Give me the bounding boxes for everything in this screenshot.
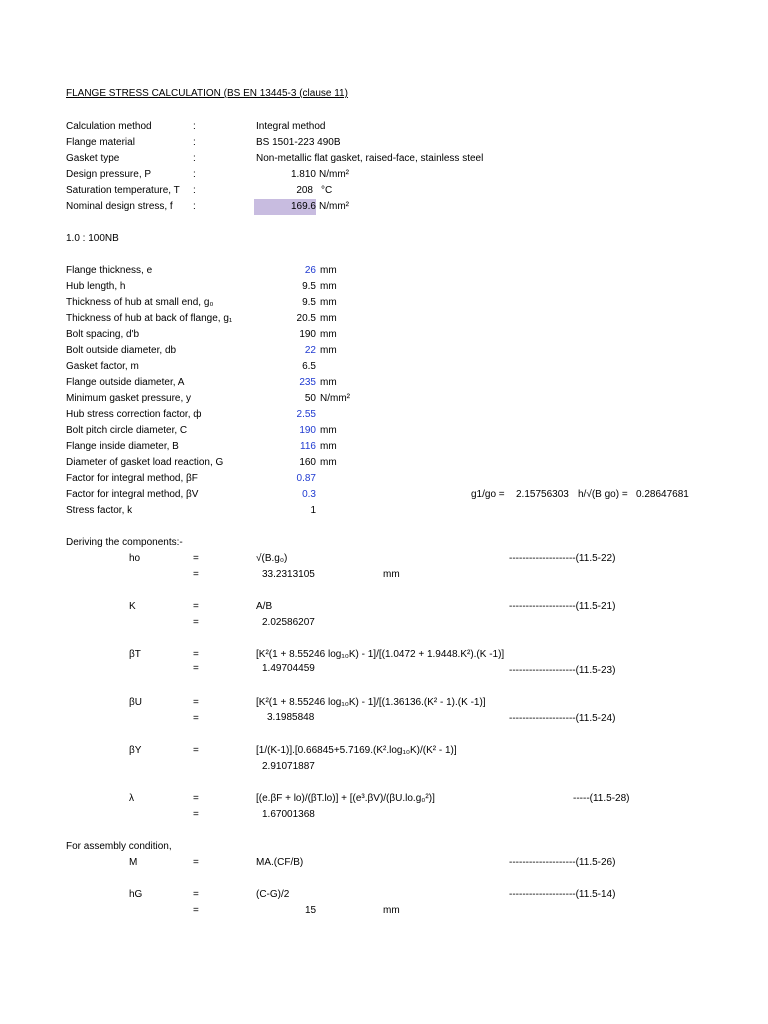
- formula-reference: --------------------(11.5-24): [509, 713, 616, 724]
- param-value: 0.87: [296, 473, 316, 484]
- param-label: Stress factor, k: [66, 505, 133, 516]
- hdr-value-gasket: Non-metallic flat gasket, raised-face, stainless steel: [256, 153, 484, 164]
- hdr-sep: :: [193, 121, 196, 132]
- param-unit: mm: [320, 441, 337, 452]
- hdr-sep: :: [193, 185, 196, 196]
- equals-sign: =: [193, 889, 199, 900]
- equals-sign: =: [193, 553, 199, 564]
- hdr-label-temperature: Saturation temperature, T: [66, 185, 180, 196]
- param-label: Hub stress correction factor, ф: [66, 409, 202, 420]
- formula-symbol: βT: [129, 649, 141, 660]
- param-value: 2.55: [296, 409, 316, 420]
- hdr-value-pressure: 1.810: [290, 169, 316, 180]
- param-value: 9.5: [302, 297, 316, 308]
- param-value: 190: [299, 425, 316, 436]
- ratio-g1go-label: g1/go =: [471, 489, 505, 500]
- param-unit: mm: [320, 377, 337, 388]
- param-label: Bolt pitch circle diameter, C: [66, 425, 188, 436]
- formula-result: 2.02586207: [262, 617, 315, 628]
- param-label: Bolt outside diameter, db: [66, 345, 177, 356]
- param-value: 190: [299, 329, 316, 340]
- formula-expression: [(e.βF + lo)/(βT.lo)] + [(e³.βV)/(βU.lo.g₀²)]: [256, 793, 435, 804]
- param-label: Flange inside diameter, B: [66, 441, 179, 452]
- hdr-sep: :: [193, 201, 196, 212]
- param-label: Factor for integral method, βF: [66, 473, 198, 484]
- formula-symbol: λ: [129, 793, 134, 804]
- formula-reference: --------------------(11.5-23): [509, 665, 616, 676]
- ratio-hbgo-value: 0.28647681: [636, 489, 689, 500]
- formula-expression: [1/(K-1)].[0.66845+5.7169.(K².log₁₀K)/(K² - 1)]: [256, 745, 457, 756]
- hdr-label-pressure: Design pressure, P: [66, 169, 152, 180]
- equals-sign: =: [193, 601, 199, 612]
- param-unit: mm: [320, 281, 337, 292]
- formula-result: 15: [305, 905, 317, 916]
- param-value: 50: [304, 393, 316, 404]
- formula-symbol: K: [129, 601, 136, 612]
- param-value: 1: [310, 505, 316, 516]
- ratio-hbgo-label: h/√(B go) =: [578, 489, 628, 500]
- formula-expression: MA.(CF/B): [256, 857, 304, 868]
- formula-symbol: βY: [129, 745, 142, 756]
- equals-sign: =: [193, 697, 199, 708]
- param-value: 6.5: [302, 361, 316, 372]
- formula-result: 2.91071887: [262, 761, 315, 772]
- equals-sign: =: [193, 905, 199, 916]
- assembly-label: For assembly condition,: [66, 841, 172, 852]
- hdr-sep: :: [193, 137, 196, 148]
- formula-result: 33.2313105: [262, 569, 315, 580]
- hdr-label-stress: Nominal design stress, f: [66, 201, 173, 212]
- formula-symbol: βU: [129, 697, 142, 708]
- param-value: 0.3: [302, 489, 316, 500]
- equals-sign: =: [193, 617, 199, 628]
- param-value: 116: [300, 441, 316, 452]
- hdr-unit-stress: N/mm²: [319, 201, 349, 212]
- hdr-value-method: Integral method: [256, 121, 326, 132]
- equals-sign: =: [193, 793, 199, 804]
- deriving-label: Deriving the components:-: [66, 537, 183, 548]
- param-label: Bolt spacing, d'b: [66, 329, 140, 340]
- param-value: 26: [304, 265, 316, 276]
- formula-expression: (C-G)/2: [256, 889, 290, 900]
- param-label: Diameter of gasket load reaction, G: [66, 457, 224, 468]
- param-value: 235: [299, 377, 316, 388]
- equals-sign: =: [193, 857, 199, 868]
- equals-sign: =: [193, 745, 199, 756]
- formula-unit: mm: [383, 905, 400, 916]
- param-unit: mm: [320, 345, 337, 356]
- hdr-label-material: Flange material: [66, 137, 135, 148]
- param-label: Factor for integral method, βV: [66, 489, 199, 500]
- param-label: Thickness of hub at small end, g₀: [66, 297, 214, 308]
- formula-reference: --------------------(11.5-14): [509, 889, 616, 900]
- ratio-g1go-value: 2.15756303: [516, 489, 569, 500]
- formula-result: 3.1985848: [267, 712, 315, 723]
- hdr-label-gasket: Gasket type: [66, 153, 120, 164]
- formula-reference: --------------------(11.5-22): [509, 553, 616, 564]
- equals-sign: =: [193, 569, 199, 580]
- equals-sign: =: [193, 663, 199, 674]
- hdr-sep: :: [193, 169, 196, 180]
- param-unit: mm: [320, 313, 337, 324]
- equals-sign: =: [193, 713, 199, 724]
- param-unit: mm: [320, 425, 337, 436]
- formula-expression: [K²(1 + 8.55246 log₁₀K) - 1]/[(1.0472 + 1.9448.K²).(K -1)]: [256, 649, 505, 660]
- hdr-unit-temperature: °C: [321, 185, 333, 196]
- hdr-value-stress: 169.6: [254, 199, 316, 215]
- param-label: Flange thickness, e: [66, 265, 153, 276]
- formula-symbol: ho: [129, 553, 141, 564]
- formula-result: 1.49704459: [262, 663, 315, 674]
- formula-symbol: M: [129, 857, 138, 868]
- param-unit: mm: [320, 329, 337, 340]
- param-label: Thickness of hub at back of flange, g₁: [66, 313, 233, 324]
- param-value: 22: [304, 345, 316, 356]
- param-label: Flange outside diameter, A: [66, 377, 185, 388]
- equals-sign: =: [193, 649, 199, 660]
- param-label: Minimum gasket pressure, y: [66, 393, 192, 404]
- page-title: FLANGE STRESS CALCULATION (BS EN 13445-3 (clause 11): [66, 88, 348, 99]
- param-unit: N/mm²: [320, 393, 350, 404]
- formula-result: 1.67001368: [262, 809, 315, 820]
- formula-expression: A/B: [256, 601, 273, 612]
- param-value: 160: [299, 457, 316, 468]
- equals-sign: =: [193, 809, 199, 820]
- hdr-unit-pressure: N/mm²: [319, 169, 349, 180]
- hdr-label-method: Calculation method: [66, 121, 152, 132]
- param-unit: mm: [320, 457, 337, 468]
- formula-reference: --------------------(11.5-21): [509, 601, 616, 612]
- hdr-sep: :: [193, 153, 196, 164]
- param-value: 9.5: [302, 281, 316, 292]
- param-label: Hub length, h: [66, 281, 126, 292]
- formula-unit: mm: [383, 569, 400, 580]
- param-label: Gasket factor, m: [66, 361, 139, 372]
- formula-expression: [K²(1 + 8.55246 log₁₀K) - 1]/[(1.36136.(K² - 1).(K -1)]: [256, 697, 486, 708]
- formula-reference: -----(11.5-28): [573, 793, 630, 804]
- hdr-value-material: BS 1501-223 490B: [256, 137, 341, 148]
- formula-expression: √(B.g₀): [256, 553, 288, 564]
- formula-reference: --------------------(11.5-26): [509, 857, 616, 868]
- param-unit: mm: [320, 297, 337, 308]
- hdr-value-temperature: 208: [296, 185, 313, 196]
- param-unit: mm: [320, 265, 337, 276]
- formula-symbol: hG: [129, 889, 143, 900]
- section-heading: 1.0 : 100NB: [66, 233, 119, 244]
- param-value: 20.5: [296, 313, 316, 324]
